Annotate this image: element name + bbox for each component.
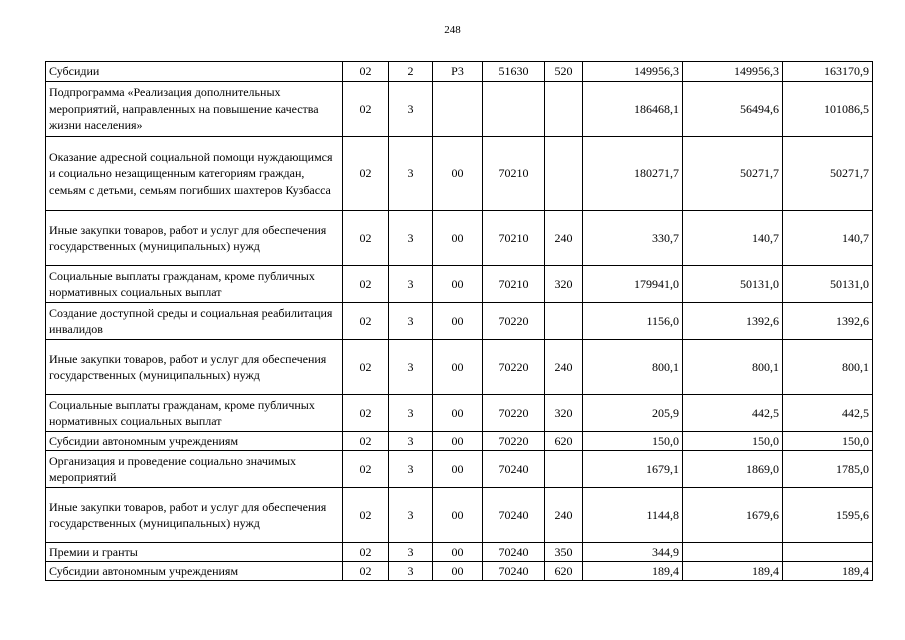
budget-table (45, 61, 873, 581)
table-row (46, 395, 873, 432)
code-direction: 70240 (483, 451, 545, 488)
amount-2: 1679,6 (683, 488, 783, 543)
code-direction: 70220 (483, 432, 545, 451)
code-direction: 70240 (483, 562, 545, 581)
code-expense-type: 320 (545, 395, 583, 432)
amount-3: 140,7 (783, 211, 873, 266)
amount-1: 344,9 (583, 543, 683, 562)
code-event: 00 (433, 211, 483, 266)
row-name: Субсидии автономным учреждениям (46, 432, 343, 451)
table-row (46, 451, 873, 488)
code-section: 02 (343, 543, 389, 562)
amount-3: 1595,6 (783, 488, 873, 543)
amount-3: 1785,0 (783, 451, 873, 488)
code-section: 02 (343, 562, 389, 581)
code-subprogram: 3 (389, 488, 433, 543)
code-subprogram: 3 (389, 395, 433, 432)
code-section: 02 (343, 137, 389, 211)
amount-2: 140,7 (683, 211, 783, 266)
amount-1: 189,4 (583, 562, 683, 581)
amount-3: 800,1 (783, 340, 873, 395)
code-subprogram: 3 (389, 543, 433, 562)
amount-2: 50271,7 (683, 137, 783, 211)
code-direction: 70220 (483, 340, 545, 395)
table-row (46, 303, 873, 340)
amount-1: 1156,0 (583, 303, 683, 340)
amount-2: 1869,0 (683, 451, 783, 488)
code-direction: 70240 (483, 543, 545, 562)
row-name: Организация и проведение социально значимых мероприятий (46, 451, 343, 488)
code-expense-type (545, 137, 583, 211)
code-section: 02 (343, 488, 389, 543)
code-expense-type (545, 82, 583, 137)
code-direction: 70210 (483, 137, 545, 211)
amount-2: 800,1 (683, 340, 783, 395)
amount-2: 442,5 (683, 395, 783, 432)
code-expense-type: 240 (545, 488, 583, 543)
code-expense-type (545, 303, 583, 340)
table-row (46, 488, 873, 543)
amount-2 (683, 543, 783, 562)
amount-1: 149956,3 (583, 62, 683, 82)
code-subprogram: 3 (389, 137, 433, 211)
code-event: 00 (433, 432, 483, 451)
amount-2: 1392,6 (683, 303, 783, 340)
code-direction: 70220 (483, 395, 545, 432)
code-expense-type: 520 (545, 62, 583, 82)
code-event: 00 (433, 562, 483, 581)
code-expense-type: 620 (545, 432, 583, 451)
code-direction: 70220 (483, 303, 545, 340)
row-name: Оказание адресной социальной помощи нуждающимся и социально незащищенным категориям граждан, семьям с детьми, семьям погибших шахтеров Кузбасса (46, 137, 343, 211)
amount-1: 1144,8 (583, 488, 683, 543)
code-expense-type: 350 (545, 543, 583, 562)
amount-2: 56494,6 (683, 82, 783, 137)
code-expense-type: 240 (545, 211, 583, 266)
amount-2: 189,4 (683, 562, 783, 581)
row-name: Премии и гранты (46, 543, 343, 562)
code-subprogram: 3 (389, 432, 433, 451)
row-name: Социальные выплаты гражданам, кроме публичных нормативных социальных выплат (46, 266, 343, 303)
amount-3: 163170,9 (783, 62, 873, 82)
row-name: Иные закупки товаров, работ и услуг для обеспечения государственных (муниципальных) нужд (46, 211, 343, 266)
code-section: 02 (343, 62, 389, 82)
table-row (46, 562, 873, 581)
amount-1: 800,1 (583, 340, 683, 395)
code-event: 00 (433, 395, 483, 432)
amount-3: 189,4 (783, 562, 873, 581)
code-section: 02 (343, 432, 389, 451)
amount-3: 150,0 (783, 432, 873, 451)
amount-3: 101086,5 (783, 82, 873, 137)
amount-2: 149956,3 (683, 62, 783, 82)
amount-3: 50271,7 (783, 137, 873, 211)
code-direction: 51630 (483, 62, 545, 82)
code-section: 02 (343, 340, 389, 395)
row-name: Субсидии автономным учреждениям (46, 562, 343, 581)
code-event: 00 (433, 340, 483, 395)
code-subprogram: 3 (389, 211, 433, 266)
table-row (46, 266, 873, 303)
amount-1: 180271,7 (583, 137, 683, 211)
code-subprogram: 3 (389, 562, 433, 581)
code-subprogram: 3 (389, 340, 433, 395)
row-name: Социальные выплаты гражданам, кроме публичных нормативных социальных выплат (46, 395, 343, 432)
table-row (46, 82, 873, 137)
code-section: 02 (343, 82, 389, 137)
code-event: 00 (433, 137, 483, 211)
code-expense-type: 240 (545, 340, 583, 395)
row-name: Субсидии (46, 62, 343, 82)
amount-3: 442,5 (783, 395, 873, 432)
table-row (46, 211, 873, 266)
page-number: 248 (444, 24, 461, 36)
code-section: 02 (343, 266, 389, 303)
table-row (46, 432, 873, 451)
amount-3: 1392,6 (783, 303, 873, 340)
code-event: 00 (433, 543, 483, 562)
amount-2: 50131,0 (683, 266, 783, 303)
code-subprogram: 3 (389, 266, 433, 303)
amount-1: 179941,0 (583, 266, 683, 303)
amount-3: 50131,0 (783, 266, 873, 303)
code-subprogram: 3 (389, 82, 433, 137)
code-event: Р3 (433, 62, 483, 82)
code-direction (483, 82, 545, 137)
code-expense-type (545, 451, 583, 488)
amount-1: 205,9 (583, 395, 683, 432)
table-row (46, 340, 873, 395)
table-row (46, 543, 873, 562)
amount-2: 150,0 (683, 432, 783, 451)
amount-1: 186468,1 (583, 82, 683, 137)
amount-3 (783, 543, 873, 562)
code-section: 02 (343, 303, 389, 340)
amount-1: 330,7 (583, 211, 683, 266)
code-expense-type: 620 (545, 562, 583, 581)
code-event (433, 82, 483, 137)
code-section: 02 (343, 395, 389, 432)
code-direction: 70210 (483, 266, 545, 303)
code-section: 02 (343, 451, 389, 488)
table-row (46, 137, 873, 211)
code-subprogram: 2 (389, 62, 433, 82)
code-subprogram: 3 (389, 303, 433, 340)
amount-1: 150,0 (583, 432, 683, 451)
row-name: Подпрограмма «Реализация дополнительных мероприятий, направленных на повышение качества жизни населения» (46, 82, 343, 137)
code-direction: 70240 (483, 488, 545, 543)
code-event: 00 (433, 303, 483, 340)
code-event: 00 (433, 451, 483, 488)
row-name: Создание доступной среды и социальная реабилитация инвалидов (46, 303, 343, 340)
code-event: 00 (433, 488, 483, 543)
row-name: Иные закупки товаров, работ и услуг для обеспечения государственных (муниципальных) нужд (46, 488, 343, 543)
code-expense-type: 320 (545, 266, 583, 303)
code-event: 00 (433, 266, 483, 303)
budget-table-body (46, 62, 873, 581)
table-row (46, 62, 873, 82)
code-direction: 70210 (483, 211, 545, 266)
row-name: Иные закупки товаров, работ и услуг для обеспечения государственных (муниципальных) нужд (46, 340, 343, 395)
amount-1: 1679,1 (583, 451, 683, 488)
code-section: 02 (343, 211, 389, 266)
code-subprogram: 3 (389, 451, 433, 488)
